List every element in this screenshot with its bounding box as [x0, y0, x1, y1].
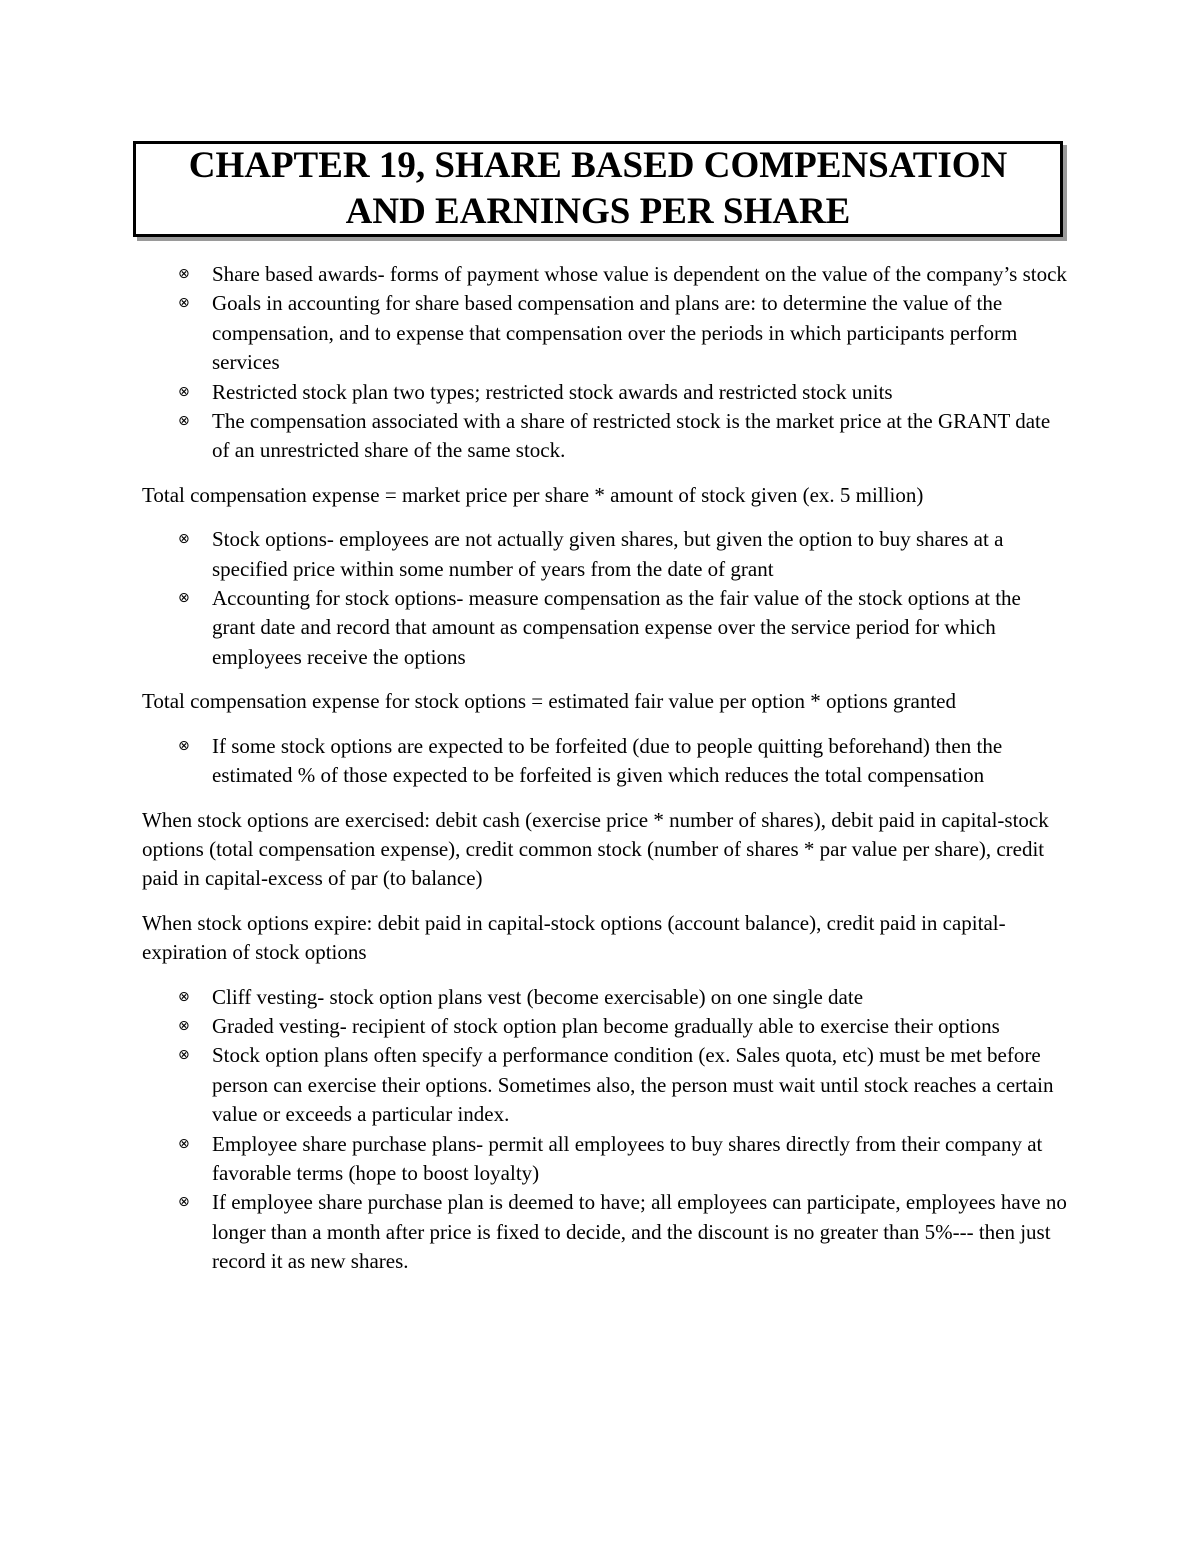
- list-item: [142, 1130, 1067, 1189]
- list-item: [142, 407, 1067, 466]
- list-item: [142, 1188, 1067, 1276]
- chapter-title-line-1: CHAPTER 19, SHARE BASED COMPENSATION: [188, 145, 1008, 186]
- paragraph-options-exercised: When stock options are exercised: debit cash (exercise price * number of shares), debit paid in capital-stock options (total compensation expense), credit common stock (number of shares * par value per share), credit paid in capital-excess of par (to balance): [142, 807, 1049, 891]
- list-item: [142, 1041, 1067, 1129]
- circled-times-icon: ⊗: [178, 590, 190, 607]
- list-item-text: If some stock options are expected to be forfeited (due to people quitting beforehand) then the estimated % of those expected to be forfeited is given which reduces the total compensation: [212, 733, 1003, 788]
- circled-times-icon: ⊗: [178, 1194, 190, 1211]
- document-body: [142, 260, 1067, 1277]
- circled-times-icon: ⊗: [178, 1047, 190, 1064]
- list-item-text: Restricted stock plan two types; restricted stock awards and restricted stock units: [212, 379, 893, 404]
- list-item-text: Share based awards- forms of payment whose value is dependent on the value of the company’s stock: [212, 262, 1067, 286]
- circled-times-icon: ⊗: [178, 413, 190, 430]
- bullet-list-restricted-stock: [142, 260, 1067, 466]
- circled-times-icon: ⊗: [178, 531, 190, 548]
- circled-times-icon: ⊗: [178, 383, 190, 400]
- list-item: [142, 378, 1067, 407]
- list-item-text: Stock option plans often specify a performance condition (ex. Sales quota, etc) must be met before person can exercise their options. Sometimes also, the person must wait until stock reaches a certain value or exceeds a particular index.: [212, 1043, 1054, 1127]
- list-item-text: Accounting for stock options- measure compensation as the fair value of the stock options at the grant date and record that amount as compensation expense over the service period for which employees receive the options: [212, 586, 1021, 669]
- list-item-text: If employee share purchase plan is deemed to have; all employees can participate, employees have no longer than a month after price is fixed to decide, and the discount is no greater than 5%--- then just record it as new shares.: [212, 1190, 1067, 1274]
- chapter-title-box: [133, 141, 1063, 237]
- circled-times-icon: ⊗: [178, 295, 190, 312]
- list-item-text: Employee share purchase plans- permit all employees to buy shares directly from their company at favorable terms (hope to boost loyalty): [212, 1131, 1043, 1185]
- list-item: [142, 1012, 1067, 1041]
- paragraph-options-expire: When stock options expire: debit paid in capital-stock options (account balance), credit paid in capital-expiration of stock options: [142, 910, 1006, 965]
- circled-times-icon: ⊗: [178, 1017, 190, 1034]
- list-item-text: Cliff vesting- stock option plans vest (become exercisable) on one single date: [212, 984, 864, 1009]
- circled-times-icon: ⊗: [178, 737, 190, 754]
- bullet-list-forfeiture: [142, 732, 1067, 791]
- list-item-text: Goals in accounting for share based compensation and plans are: to determine the value of the compensation, and to expense that compensation over the periods in which participants perform services: [212, 291, 1018, 375]
- circled-times-icon: ⊗: [178, 1135, 190, 1152]
- paragraph-stock-options-expense: Total compensation expense for stock options = estimated fair value per option * options granted: [142, 689, 957, 714]
- circled-times-icon: ⊗: [178, 988, 190, 1005]
- list-item: [142, 983, 1067, 1012]
- list-item-text: Stock options- employees are not actually given shares, but given the option to buy shares at a specified price within some number of years from the date of grant: [212, 527, 1004, 581]
- circled-times-icon: ⊗: [178, 266, 190, 282]
- list-item: [142, 260, 1067, 289]
- list-item: [142, 289, 1067, 377]
- list-item: [142, 732, 1067, 791]
- list-item: [142, 525, 1067, 584]
- list-item-text: The compensation associated with a share of restricted stock is the market price at the GRANT date of an unrestricted share of the same stock.: [212, 409, 1051, 463]
- chapter-title-line-2: AND EARNINGS PER SHARE: [345, 191, 851, 232]
- list-item-text: Graded vesting- recipient of stock option plan become gradually able to exercise their options: [212, 1013, 1000, 1038]
- bullet-list-stock-options: [142, 525, 1067, 672]
- list-item: [142, 584, 1067, 672]
- paragraph-total-compensation: Total compensation expense = market price per share * amount of stock given (ex. 5 million): [142, 482, 924, 507]
- bullet-list-vesting: [142, 983, 1067, 1277]
